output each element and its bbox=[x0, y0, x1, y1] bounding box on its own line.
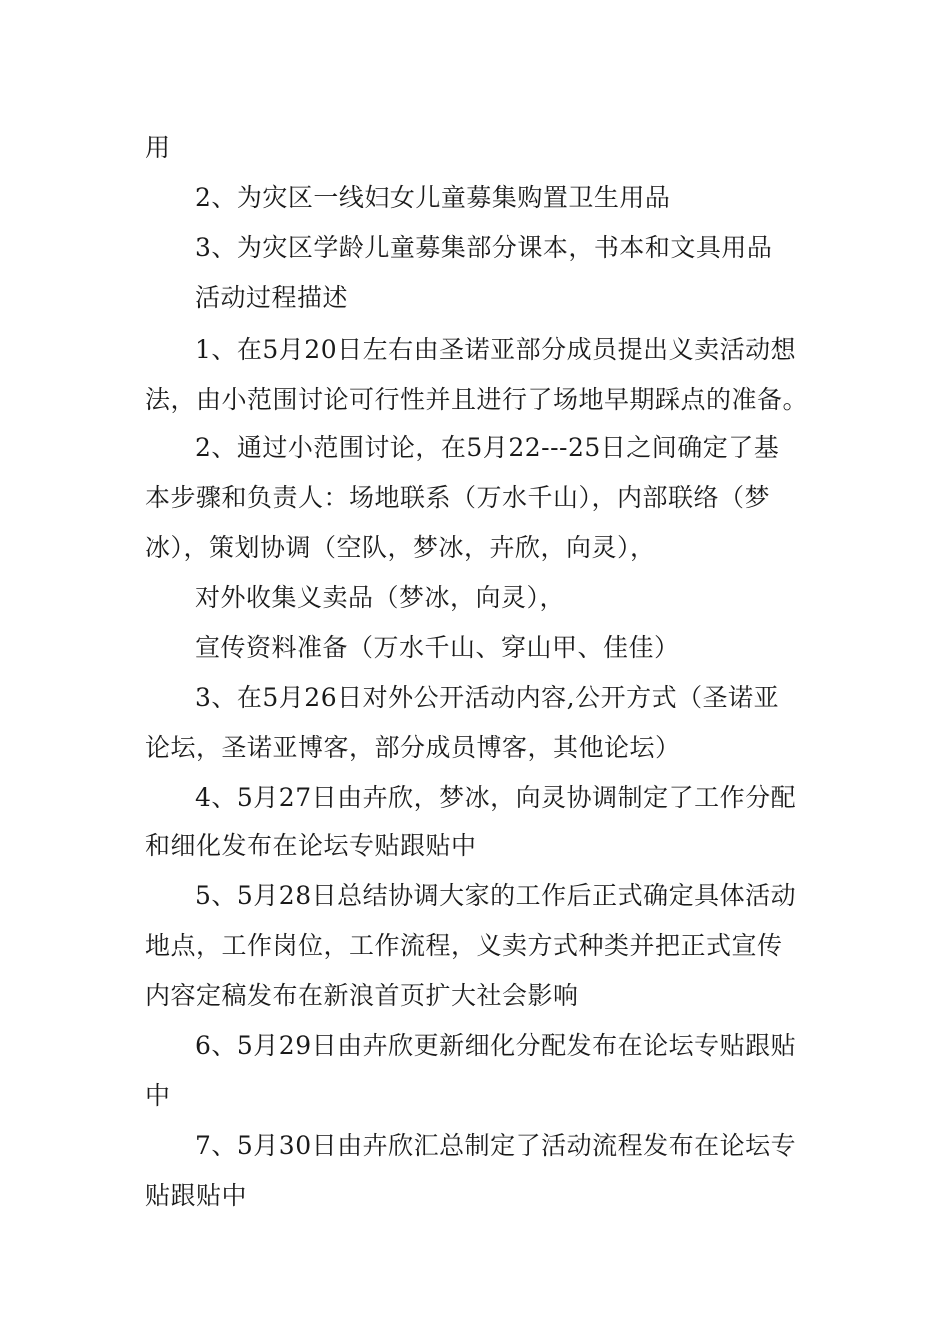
text-line: 用 bbox=[145, 133, 171, 162]
text-line: 地点，工作岗位，工作流程，义卖方式种类并把正式宣传 bbox=[145, 931, 783, 960]
text-line: 3、为灾区学龄儿童募集部分课本，书本和文具用品 bbox=[195, 233, 773, 262]
text-line: 本步骤和负责人：场地联系（万水千山），内部联络（梦 bbox=[145, 483, 771, 512]
text-line: 内容定稿发布在新浪首页扩大社会影响 bbox=[145, 981, 579, 1010]
text-line: 对外收集义卖品（梦冰，向灵）， bbox=[195, 583, 566, 612]
text-line: 贴跟贴中 bbox=[145, 1181, 248, 1210]
text-line: 和细化发布在论坛专贴跟贴中 bbox=[145, 831, 477, 860]
text-line: 2、通过小范围讨论，在5月22---25日之间确定了基 bbox=[195, 433, 780, 462]
text-line: 宣传资料准备（万水千山、穿山甲、佳佳） bbox=[195, 633, 680, 662]
text-line: 3、在5月26日对外公开活动内容,公开方式（圣诺亚 bbox=[195, 683, 780, 712]
text-line: 冰），策划协调（空队，梦冰，卉欣，向灵）， bbox=[145, 533, 656, 562]
text-line: 中 bbox=[145, 1081, 171, 1110]
section-heading: 活动过程描述 bbox=[195, 283, 349, 312]
text-line: 1、在5月20日左右由圣诺亚部分成员提出义卖活动想 bbox=[195, 335, 797, 364]
text-line: 4、5月27日由卉欣，梦冰，向灵协调制定了工作分配 bbox=[195, 783, 797, 812]
text-line: 论坛，圣诺亚博客，部分成员博客，其他论坛） bbox=[145, 733, 681, 762]
text-line: 5、5月28日总结协调大家的工作后正式确定具体活动 bbox=[195, 881, 797, 910]
text-line: 6、5月29日由卉欣更新细化分配发布在论坛专贴跟贴 bbox=[195, 1031, 797, 1060]
text-line: 2、为灾区一线妇女儿童募集购置卫生用品 bbox=[195, 183, 671, 212]
text-line: 7、5月30日由卉欣汇总制定了活动流程发布在论坛专 bbox=[195, 1131, 797, 1160]
text-line: 法，由小范围讨论可行性并且进行了场地早期踩点的准备。 bbox=[145, 385, 809, 414]
